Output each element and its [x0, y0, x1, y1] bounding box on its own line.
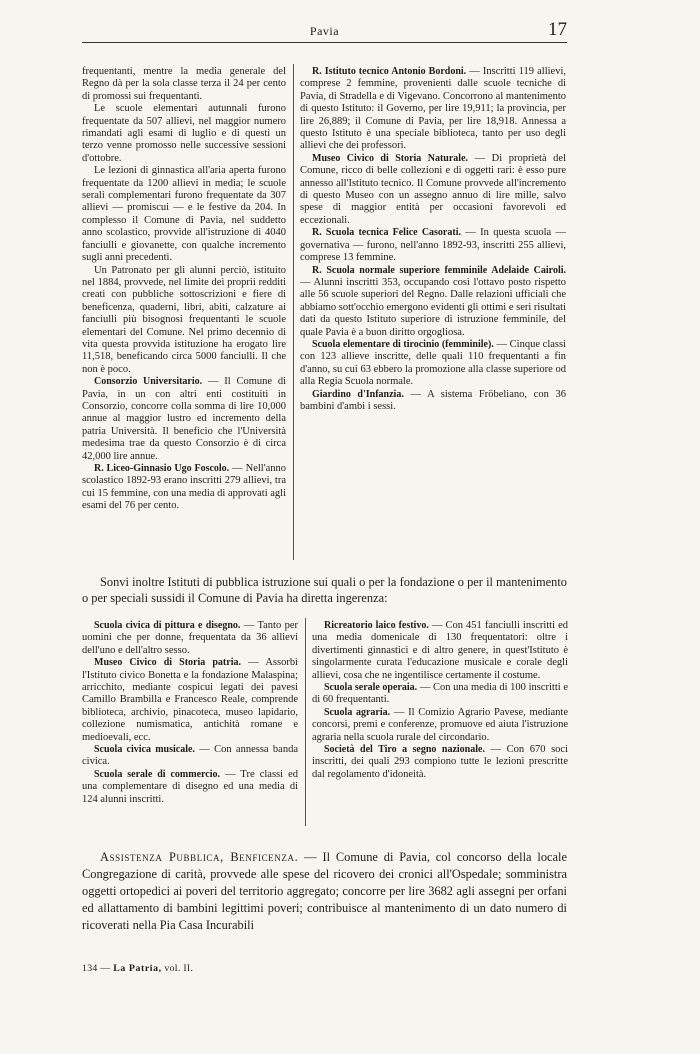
section-heading: Scuola elementare di tirocinio (femminile). — [312, 338, 494, 350]
right-column — [300, 66, 566, 413]
paragraph: Giardino d'Infanzia. — A sistema Fröbeliano, con 36 bambini d'ambi i sessi. — [300, 388, 566, 412]
signature-number: 134 — — [82, 963, 111, 974]
paragraph: R. Scuola normale superiore femminile Adelaide Cairoli. — Alunni inscritti 353, occupando così l'ottavo posto rispetto alle 56 scuole superiori del Regno. Dalle relazioni ufficiali che abbiamo sott'occhio emergono evidenti gli ottimi e seri risultati dati da questo Istituto superiore di istruzione femminile, del quale Pavia è a buon diritto orgogliosa. — [300, 264, 566, 338]
right-column-lower — [312, 620, 568, 781]
paragraph: Scuola civica musicale. — Con annessa banda civica. — [82, 744, 298, 768]
paragraph: Un Patronato per gli alunni perciò, istituito nel 1884, provvede, nel limite dei proprii redditi creati con pubbliche sottoscrizioni e fiere di beneficenza, quaderni, libri, abiti, calzature ai fanciulli più bisognosi frequentanti le scuole elementari del Comune. Nel primo decennio di vita questa provvida istituzione ha erogato lire 11,518, beneficando circa 5000 fanciulli. Il che non è poco. — [82, 264, 286, 375]
paragraph: R. Istituto tecnico Antonio Bordoni. — Inscritti 119 allievi, comprese 2 femmine, provenienti dalle scuole tecniche di Pavia, di Stradella e di Vigevano. Concorrono al mantenimento di questo Istituto: il Governo, per lire 19,911; la provincia, per lire 26,889; il Comune di Pavia, per lire 18,918. Annessa a questo Istituto è una speciale biblioteca, tanto per uso degli allievi che dei professori. — [300, 66, 566, 152]
section-heading: Ricreatorio laico festivo. — [324, 620, 429, 631]
section-heading: Scuola civica di pittura e disegno. — [94, 620, 241, 631]
section-heading: Museo Civico di Storia Naturale. — [312, 152, 469, 164]
left-column-lower — [82, 620, 298, 806]
paragraph: Museo Civico di Storia Naturale. — Di proprietà del Comune, ricco di belle collezioni e di oggetti rari: è esso pure annesso all'Istituto tecnico. Il Comune provvede all'incremento di questo Museo con un assegno annuo di lire mille, salvo spese di maggior entità per occasioni favorevoli ed eccezionali. — [300, 152, 566, 226]
volume-label: vol. II. — [164, 963, 194, 974]
section-heading: R. Scuola normale superiore femminile Adelaide Cairoli. — [312, 264, 566, 276]
column-divider — [305, 618, 306, 826]
paragraph: frequentanti, mentre la media generale del Regno dà per la sola classe terza il 24 per cento di promossi sui frequentanti. — [82, 66, 286, 102]
paragraph: Le scuole elementari autunnali furono frequentate da 507 allievi, nel maggior numero rimandati agli esami di luglio e di questi un terzo venne promosso nelle successive sessioni d'ottobre. — [82, 103, 286, 164]
paragraph: Le lezioni di ginnastica all'aria aperta furono frequentate da 1200 allievi in media; le scuole serali complementari furono frequentate da 307 allievi — promiscui — e le festive da 204. In complesso il Comune di Pavia, nel suddetto anno scolastico, provvide all'istruzione di 4040 fanciulli e giovanette, con qualche incremento sugli anni precedenti. — [82, 165, 286, 264]
section-heading: Scuola civica musicale. — [94, 744, 195, 756]
section-heading: Scuola serale di commercio. — [94, 768, 220, 780]
paragraph: Scuola civica di pittura e disegno. — Tanto per uomini che per donne, frequentata da 36 allievi dell'uno e dell'altro sesso. — [82, 620, 298, 656]
section-heading: Museo Civico di Storia patria. — [94, 657, 241, 669]
section-heading: Scuola serale operaia. — [324, 682, 418, 694]
column-divider — [293, 64, 294, 560]
section-heading: R. Liceo-Ginnasio Ugo Foscolo. — [94, 463, 230, 474]
paragraph: Ricreatorio laico festivo. — Con 451 fanciulli inscritti ed una media domenicale di 130 frequentatori: oltre i divertimenti ginnastici e di altro genere, in quest'Istituto è singolarmente curata l'educazione musicale e corale degli allievi, cosa che ne ingentilisce certamente il costume. — [312, 620, 568, 681]
section-heading: R. Istituto tecnico Antonio Bordoni. — [312, 66, 467, 77]
paragraph: Scuola agraria. — Il Comizio Agrario Pavese, mediante concorsi, premi e conferenze, promuove ed aiuta l'istruzione agraria nella scuola rurale del circondario. — [312, 706, 569, 743]
paragraph: R. Scuola tecnica Felice Casorati. — In questa scuola — governativa — furono, nell'anno 1892-93, inscritti 255 allievi, comprese 13 femmine. — [300, 227, 566, 264]
section-heading: Assistenza Pubblica, Benficenza. — [100, 850, 299, 864]
section-heading: Giardino d'Infanzia. — [312, 388, 404, 400]
paragraph: Scuola elementare di tirocinio (femminile). — Cinque classi con 123 allieve inscritte, delle quali 110 frequentanti a fin d'anno, su cui 63 ebbero la promozione alla classe superiore od alla Regia Scuola normale. — [300, 338, 566, 388]
page-number: 17 — [548, 19, 567, 40]
paragraph: Scuola serale di commercio. — Tre classi ed una complementare di disegno ed una media di 124 alunni inscritti. — [82, 768, 298, 805]
paragraph: Consorzio Universitario. — Il Comune di Pavia, in un con altri enti costituiti in Consorzio, concorre colla somma di lire 10,000 annue al maggior lustro ed incremento della patria Università. Il beneficio che l'Università medesima trae da questo Consorzio è di circa 42,000 lire annue. — [82, 376, 286, 462]
section-heading: Scuola agraria. — [324, 706, 391, 718]
footer-signature — [82, 963, 193, 974]
running-head — [82, 19, 567, 43]
section-heading: R. Scuola tecnica Felice Casorati. — [312, 227, 461, 239]
section-heading: Società del Tiro a segno nazionale. — [324, 744, 485, 756]
assistenza-paragraph: Assistenza Pubblica, Benficenza. — Il Comune di Pavia, col concorso della locale Congregazione di carità, provvede alle spese del ricovero dei cronici all'Ospedale; somministra oggetti ortopedici ai poveri del territorio aggregato; concorre per lire 3682 agli assegni per orfani ed allattamento di bambini legittimi poveri; contribuisce al mantenimento di un dato numero di ricoverati nella Pia Casa Incurabili — [82, 850, 567, 932]
intro-paragraph: Sonvi inoltre Istituti di pubblica istruzione sui quali o per la fondazione o per il mantenimento o per speciali sussidi il Comune di Pavia ha diretta ingerenza: — [82, 575, 567, 605]
paragraph: Società del Tiro a segno nazionale. — Con 670 soci inscritti, dei quali 293 compiono tutte le lezioni prescritte dal regolamento d'idoneità. — [312, 744, 569, 780]
paragraph: Museo Civico di Storia patria. — Assorbì l'Istituto civico Bonetta e la fondazione Malaspina; arricchito, mediante cospicui legati dei pavesi Camillo Brambilla e Francesco Reale, comprende biblioteca, archivio, pinacoteca, museo lapidario, collezione numismatica, antichità romane e medioevali, ecc. — [82, 657, 298, 743]
left-column — [82, 66, 286, 513]
paragraph: R. Liceo-Ginnasio Ugo Foscolo. — Nell'anno scolastico 1892-93 erano inscritti 279 allievi, tra cui 15 femmine, con una media di approvati agli esami del 76 per cento. — [82, 463, 286, 512]
publication-title: La Patria, — [113, 963, 162, 974]
running-title: Pavia — [309, 24, 340, 38]
section-heading: Consorzio Universitario. — [94, 376, 203, 388]
paragraph: Scuola serale operaia. — Con una media di 100 inscritti e di 60 frequentanti. — [312, 682, 568, 706]
